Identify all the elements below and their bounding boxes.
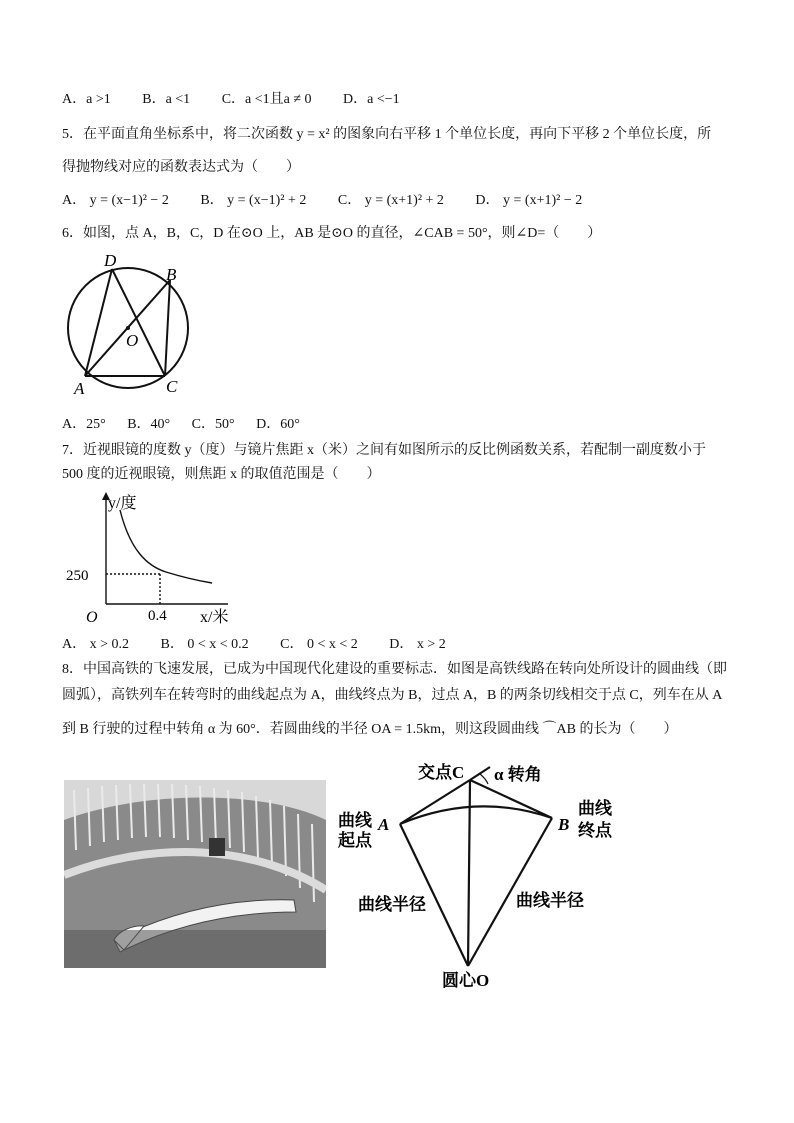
q6-circle-figure xyxy=(62,250,202,400)
label-o: O xyxy=(126,331,139,350)
y-tick-250: 250 xyxy=(66,568,89,584)
q4-option-a: A．a >1 xyxy=(62,92,111,107)
q5-stem-line1: 5．在平面直角坐标系中，将二次函数 y = x² 的图象向右平移 1 个单位长度，再向下平移 2 个单位长度，所 xyxy=(62,127,712,142)
label-intersection-c: 交点C xyxy=(418,763,465,782)
q8-stem-line2: 圆弧），高铁列车在转弯时的曲线起点为 A，曲线终点为 B，过点 A，B 的两条切线相交于点 C，列车在从 A xyxy=(62,688,723,703)
label-start-1: 曲线 xyxy=(338,811,372,830)
q4-option-d: D．a <−1 xyxy=(343,92,400,107)
q6-option-c: C．50° xyxy=(191,417,235,432)
q6-option-b: B．40° xyxy=(127,417,171,432)
turn-angle-arc xyxy=(480,774,488,784)
label-start-2: 起点 xyxy=(338,831,372,850)
q7-options xyxy=(62,636,474,654)
q4-option-c: C．a <1且a ≠ 0 xyxy=(221,92,312,107)
x-axis-label: x/米 xyxy=(200,609,229,626)
tangent-cb xyxy=(470,780,552,818)
q5-option-c: C． y = (x+1)² + 2 xyxy=(337,193,444,208)
origin-label: O xyxy=(86,609,98,626)
y-axis-label: y/度 xyxy=(108,495,137,512)
q7-inverse-function-graph xyxy=(62,490,242,630)
q6-option-d: D．60° xyxy=(256,417,300,432)
segment-dc xyxy=(112,269,165,376)
q7-stem-line1: 7．近视眼镜的度数 y（度）与镜片焦距 x（米）之间有如图所示的反比例函数关系，若配制一副度数小于 xyxy=(62,443,706,458)
tangent-ca xyxy=(400,780,470,824)
q8-stem-line1: 8．中国高铁的飞速发展，已成为中国现代化建设的重要标志．如图是高铁线路在转向处所设计的圆曲线（即 xyxy=(62,662,727,677)
q4-option-b: B．a <1 xyxy=(142,92,191,107)
label-d: D xyxy=(104,251,117,270)
q6-options xyxy=(62,416,328,434)
label-end-2: 终点 xyxy=(578,821,612,840)
label-a: A xyxy=(74,379,85,398)
label-turn-angle: α 转角 xyxy=(494,765,542,784)
q5-option-d: D． y = (x+1)² − 2 xyxy=(475,193,583,208)
segment-bc xyxy=(165,280,170,376)
q5-stem-line2: 得抛物线对应的函数表达式为（ ） xyxy=(62,160,300,175)
q7-option-b: B． 0 < x < 0.2 xyxy=(160,637,249,652)
q4-options xyxy=(62,91,428,109)
label-radius-right: 曲线半径 xyxy=(516,891,584,910)
label-b: B xyxy=(558,815,570,834)
label-c: C xyxy=(166,377,178,396)
label-radius-left: 曲线半径 xyxy=(358,895,426,914)
train-photo xyxy=(64,780,326,968)
q7-option-d: D． x > 2 xyxy=(389,637,446,652)
label-a: A xyxy=(378,815,390,834)
label-b: B xyxy=(166,265,177,284)
q6-option-a: A．25° xyxy=(62,417,106,432)
label-end-1: 曲线 xyxy=(578,799,612,818)
center-dot xyxy=(126,326,130,330)
hyperbola-curve xyxy=(120,510,212,583)
q5-option-b: B． y = (x−1)² + 2 xyxy=(200,193,307,208)
tangent-extension xyxy=(470,767,490,780)
q7-option-a: A． x > 0.2 xyxy=(62,637,130,652)
q8-curve-diagram xyxy=(330,752,620,992)
label-center-o: 圆心O xyxy=(442,971,490,990)
q7-stem-line2: 500 度的近视眼镜，则焦距 x 的取值范围是（ ） xyxy=(62,467,381,482)
q8-stem-line3: 到 B 行驶的过程中转角 α 为 60°．若圆曲线的半径 OA = 1.5km，则这段圆曲线 ⌒AB 的长为（ ） xyxy=(62,722,678,737)
q7-option-c: C． 0 < x < 2 xyxy=(280,637,358,652)
x-tick-0-4: 0.4 xyxy=(148,608,167,624)
q6-stem: 6．如图，点 A，B，C，D 在⊙O 上，AB 是⊙O 的直径，∠CAB = 50°，则∠D=（ ） xyxy=(62,226,602,241)
q5-option-a: A． y = (x−1)² − 2 xyxy=(62,193,169,208)
q5-options xyxy=(62,192,610,210)
